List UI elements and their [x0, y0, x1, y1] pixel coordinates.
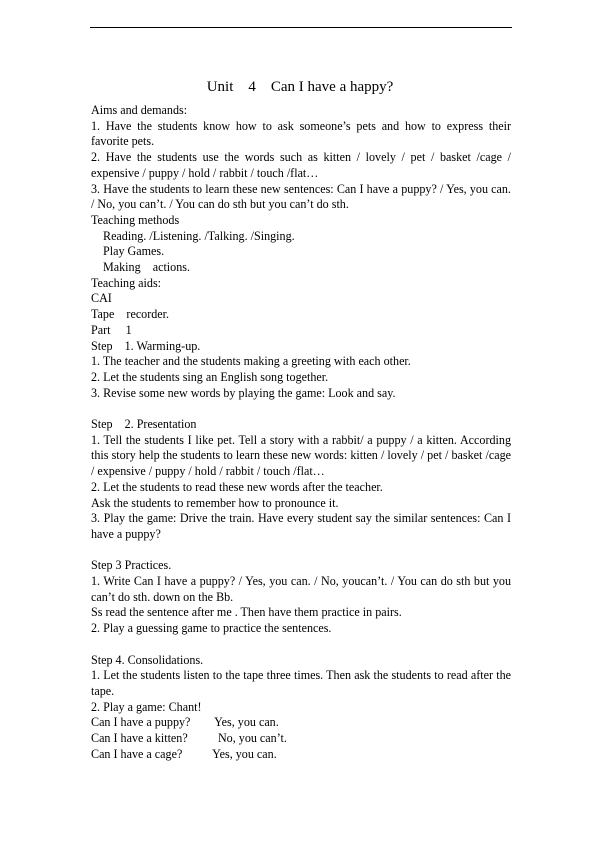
text-line: 2. Play a game: Chant! [91, 699, 202, 714]
text-line: 1. Tell the students I like pet. Tell a story with a rabbit/ a puppy / a kitten. According this story help the students to learn these new words: kitten / lovely / pet / basket /cage / expensive / puppy / hold / rabbit / touch /flat… [91, 432, 515, 479]
blank-line [91, 401, 511, 417]
text-line: Reading. /Listening. /Talking. /Singing. [103, 228, 295, 243]
blank-line [91, 543, 511, 559]
text-line: Making actions. [103, 260, 190, 275]
blank-line [91, 637, 511, 653]
text-line: 2. Let the students to read these new words after the teacher. [91, 479, 383, 494]
text-line: Step 3 Practices. [91, 558, 172, 573]
text-line: Tape recorder. [91, 307, 170, 322]
text-line: 1. Have the students know how to ask someone’s pets and how to express their favorite pets. [91, 118, 515, 149]
text-line: Step 1. Warming-up. [91, 338, 201, 353]
page-title: Unit 4 Can I have a happy? [206, 79, 394, 95]
text-line: CAI [91, 291, 112, 306]
text-line: Step 2. Presentation [91, 417, 197, 432]
text-line: Can I have a puppy? Yes, you can. [91, 715, 279, 730]
text-line: 1. Let the students listen to the tape three times. Then ask the students to read after the tape. [91, 668, 515, 698]
text-line: Teaching methods [91, 212, 180, 227]
text-line: 2. Let the students sing an English song together. [91, 369, 329, 384]
text-line: 1. Write Can I have a puppy? / Yes, you can. / No, youcan’t. / You can do sth but you can’t do sth. down on the Bb. [91, 574, 515, 604]
header-rule [90, 27, 512, 28]
text-line: 1. The teacher and the students making a greeting with each other. [91, 354, 411, 369]
text-line: Ss read the sentence after me . Then have them practice in pairs. [91, 605, 402, 620]
lesson-body [91, 103, 515, 762]
text-line: 3. Revise some new words by playing the game: Look and say. [91, 385, 396, 400]
text-line: 3. Play the game: Drive the train. Have every student say the similar sentences: Can I have a puppy? [91, 511, 515, 541]
text-line: Play Games. [103, 244, 165, 259]
text-line: Step 4. Consolidations. [91, 652, 204, 667]
text-line: Can I have a kitten? No, you can’t. [91, 731, 287, 746]
text-line: Teaching aids: [91, 275, 162, 290]
text-line: 2. Have the students use the words such as kitten / lovely / pet / basket /cage / expensive / puppy / hold / rabbit / touch /flat… [91, 150, 515, 180]
text-line: 3. Have the students to learn these new sentences: Can I have a puppy? / Yes, you can. / No, you can’t. / You can do sth but you can’t do sth. [91, 181, 515, 212]
text-line: Aims and demands: [91, 103, 188, 117]
text-line: Part 1 [91, 322, 132, 337]
text-line: Can I have a cage? Yes, you can. [91, 746, 277, 761]
text-line: 2. Play a guessing game to practice the sentences. [91, 621, 332, 636]
text-line: Ask the students to remember how to pronounce it. [91, 495, 339, 510]
